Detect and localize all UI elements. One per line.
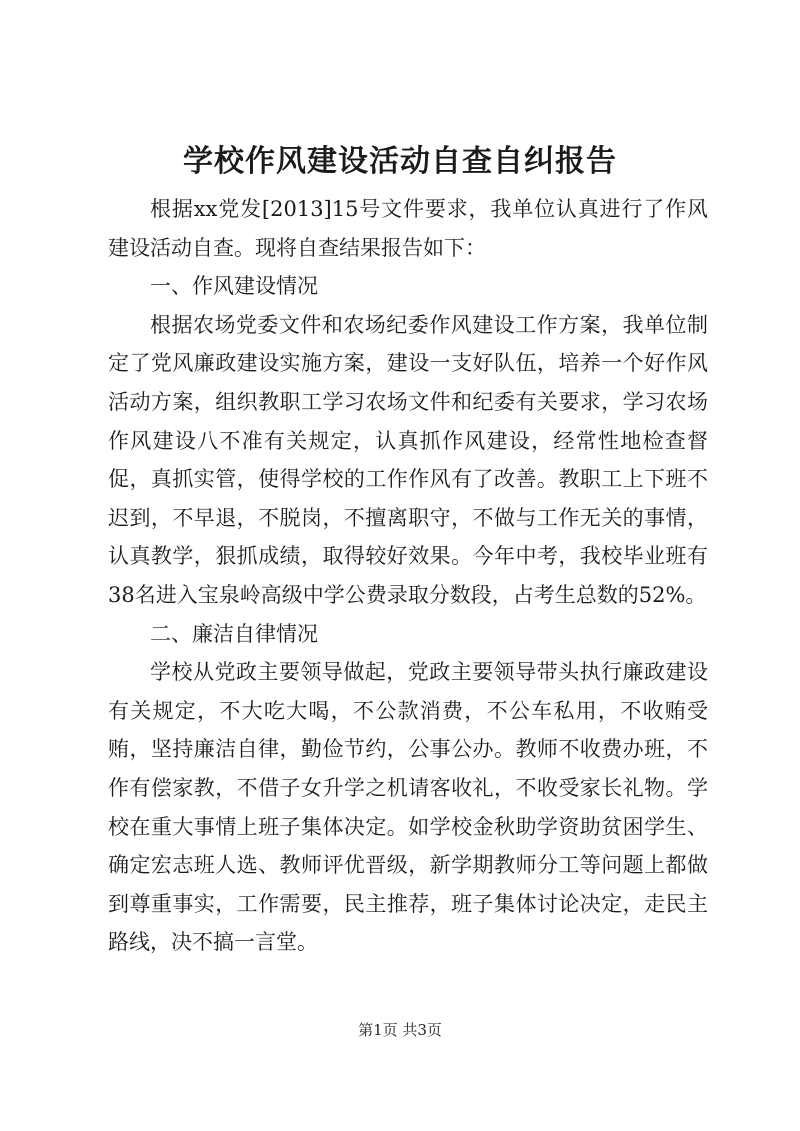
page-number-footer: 第1页 共3页 <box>358 1021 442 1039</box>
document-title: 学校作风建设活动自查自纠报告 <box>183 144 617 179</box>
section-heading-style: 一、作风建设情况 <box>150 274 318 299</box>
document-body <box>108 190 708 962</box>
intro-paragraph: 根据xx党发[2013]15号文件要求，我单位认真进行了作风建设活动自查。现将自查结果报告如下： <box>108 197 708 260</box>
integrity-paragraph: 学校从党政主要领导做起，党政主要领导带头执行廉政建设有关规定，不大吃大喝，不公款消费，不公车私用，不收贿受贿，坚持廉洁自律，勤俭节约，公事公办。教师不收费办班，不作有偿家教，不借子女升学之机请客收礼，不收受家长礼物。学校在重大事情上班子集体决定。如学校金秋助学资助贫困学生、确定宏志班人选、教师评优晋级，新学期教师分工等问题上都做到尊重事实，工作需要，民主推荐，班子集体讨论决定，走民主路线，决不搞一言堂。 <box>108 660 708 955</box>
style-paragraph: 根据农场党委文件和农场纪委作风建设工作方案，我单位制定了党风廉政建设实施方案，建设一支好队伍，培养一个好作风活动方案，组织教职工学习农场文件和纪委有关要求，学习农场作风建设八不准有关规定，认真抓作风建设，经常性地检查督促，真抓实管，使得学校的工作作风有了改善。教职工上下班不迟到，不早退，不脱岗，不擅离职守，不做与工作无关的事情，认真教学，狠抓成绩，取得较好效果。今年中考，我校毕业班有38名进入宝泉岭高级中学公费录取分数段，占考生总数的52%。 <box>108 312 708 607</box>
section-heading-integrity: 二、廉洁自律情况 <box>150 621 318 646</box>
